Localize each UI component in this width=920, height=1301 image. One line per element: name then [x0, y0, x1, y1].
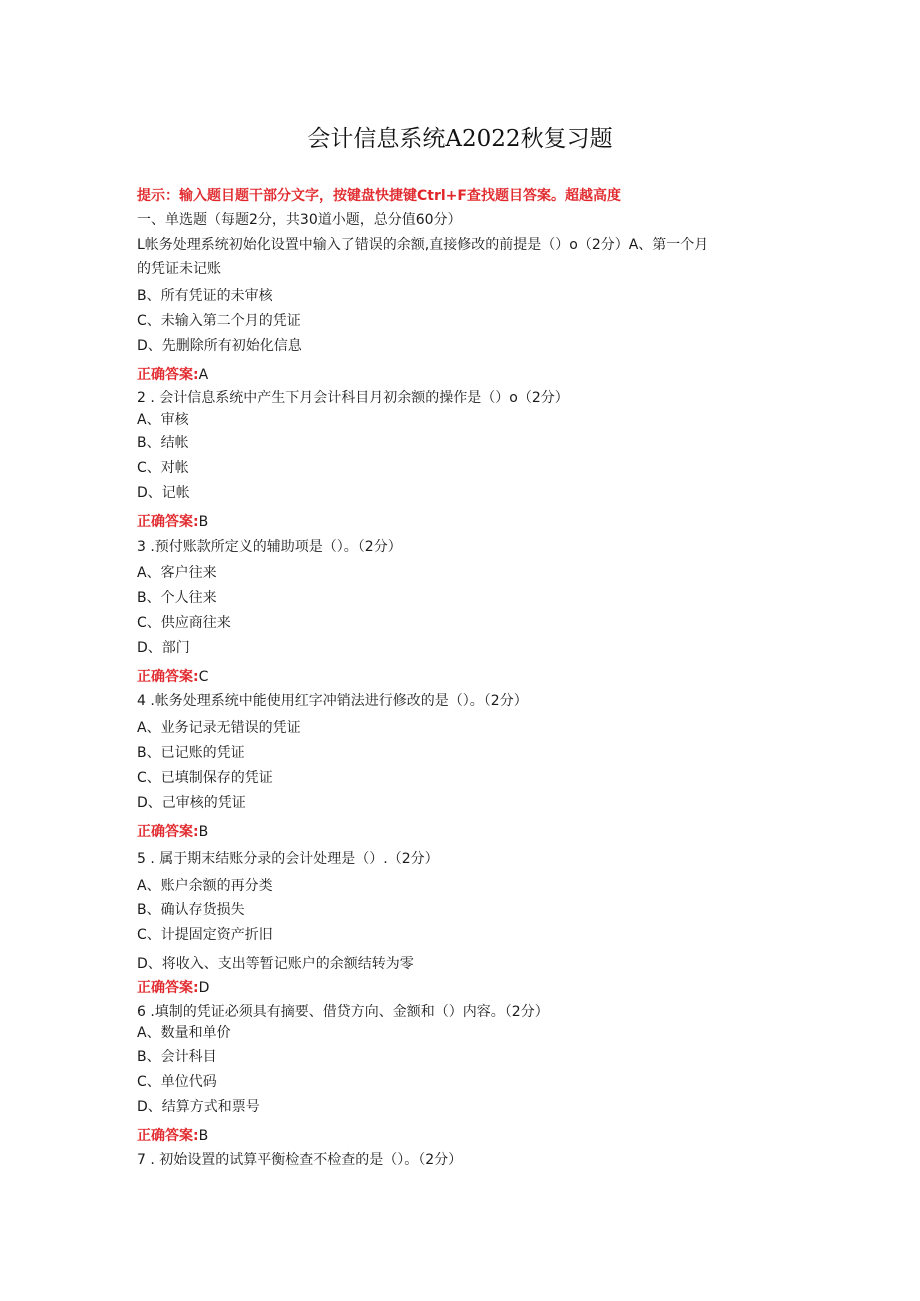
question-5-option-c: C、计提固定资产折旧: [137, 927, 273, 943]
question-3-option-a: A、客户往来: [137, 565, 217, 581]
question-4-answer: [137, 823, 208, 841]
question-1-stem-line-2: 的凭证未记账: [137, 261, 221, 277]
answer-label: 正确答案:: [137, 824, 199, 840]
answer-label: 正确答案:: [137, 514, 199, 530]
question-1-stem-line-1: L帐务处理系统初始化设置中输入了错误的余额,直接修改的前提是（）o（2分）A、第一个月: [137, 237, 709, 253]
question-2-option-a: A、审核: [137, 412, 189, 428]
answer-label: 正确答案:: [137, 367, 199, 383]
question-2-option-d: D、记帐: [137, 485, 190, 501]
question-2-option-b: B、结帐: [137, 435, 189, 451]
question-3-option-c: C、供应商往来: [137, 615, 231, 631]
question-3-option-b: B、个人往来: [137, 590, 217, 606]
question-2-answer: [137, 513, 208, 531]
question-3-option-d: D、部门: [137, 640, 190, 656]
section-heading: 一、单选题（每题2分，共30道小题，总分值60分）: [137, 212, 462, 228]
question-3-stem: 3 .预付账款所定义的辅助项是（）。（2分）: [137, 539, 402, 555]
question-4-option-d: D、己审核的凭证: [137, 795, 246, 811]
answer-label: 正确答案:: [137, 980, 199, 996]
question-6-answer: [137, 1127, 208, 1145]
question-2-option-c: C、对帐: [137, 460, 189, 476]
question-5-option-a: A、账户余额的再分类: [137, 878, 273, 894]
question-7-stem: 7 . 初始设置的试算平衡检查不检查的是（）。（2分）: [137, 1152, 463, 1168]
answer-value: C: [198, 669, 209, 685]
question-5-option-b: B、确认存货损失: [137, 902, 245, 918]
question-4-option-a: A、业务记录无错误的凭证: [137, 720, 301, 736]
answer-label: 正确答案:: [137, 669, 199, 685]
page-title: 会计信息系统A2022秋复习题: [307, 126, 613, 152]
answer-value: B: [198, 824, 209, 840]
question-3-answer: [137, 668, 208, 686]
question-5-stem: 5 . 属于期末结账分录的会计处理是（）.（2分）: [137, 851, 439, 867]
answer-value: A: [198, 367, 209, 383]
question-5-option-d: D、将收入、支出等暂记账户的余额结转为零: [137, 956, 414, 972]
question-6-option-c: C、单位代码: [137, 1074, 217, 1090]
answer-value: B: [198, 514, 209, 530]
question-6-stem: 6 .填制的凭证必须具有摘要、借贷方向、金额和（）内容。（2分）: [137, 1004, 549, 1020]
question-4-option-b: B、已记账的凭证: [137, 745, 245, 761]
question-4-option-c: C、已填制保存的凭证: [137, 770, 273, 786]
question-1-option-b: B、所有凭证的未审核: [137, 288, 273, 304]
search-hint: 提示：输入题目题干部分文字，按键盘快捷键Ctrl+F查找题目答案。超越高度: [137, 188, 621, 204]
question-6-option-d: D、结算方式和票号: [137, 1099, 260, 1115]
question-2-stem: 2 . 会计信息系统中产生下月会计科目月初余额的操作是（）o（2分）: [137, 390, 569, 406]
question-1-option-d: D、先删除所有初始化信息: [137, 338, 302, 354]
question-1-option-c: C、未输入第二个月的凭证: [137, 313, 301, 329]
question-5-answer: [137, 979, 209, 997]
answer-value: D: [198, 980, 210, 996]
question-1-answer: [137, 366, 208, 384]
question-6-option-a: A、数量和单价: [137, 1025, 231, 1041]
answer-value: B: [198, 1128, 209, 1144]
question-4-stem: 4 .帐务处理系统中能使用红字冲销法进行修改的是（）。（2分）: [137, 693, 528, 709]
answer-label: 正确答案:: [137, 1128, 199, 1144]
question-6-option-b: B、会计科目: [137, 1049, 217, 1065]
